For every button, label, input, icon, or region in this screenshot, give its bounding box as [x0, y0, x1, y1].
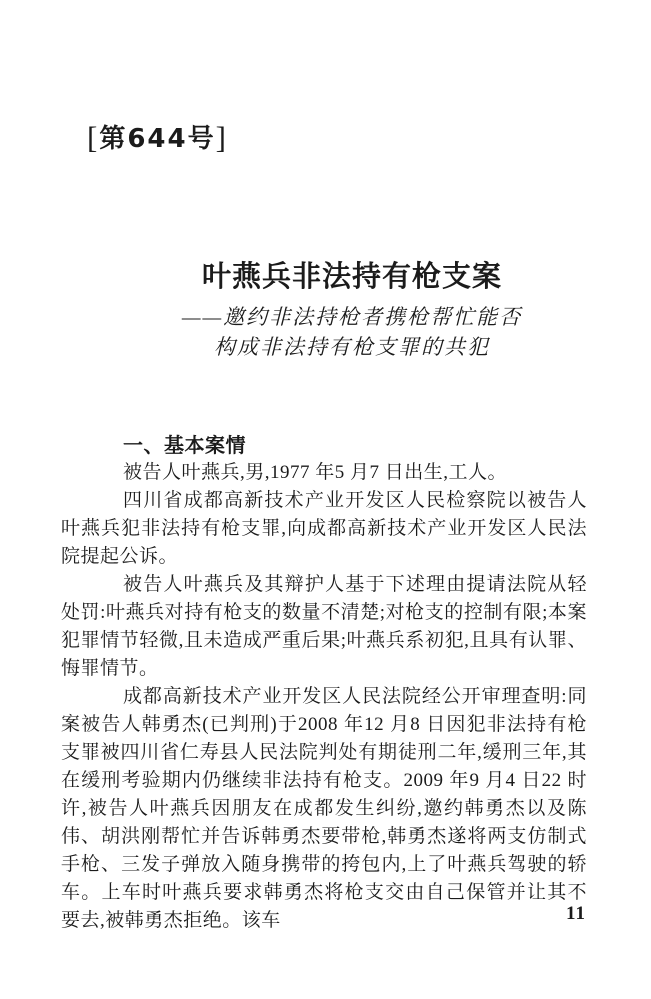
section-heading: 一、基本案情 [123, 433, 246, 457]
case-number-bracket-left: [ [87, 120, 100, 155]
body-paragraph: 成都高新技术产业开发区人民法院经公开审理查明:同案被告人韩勇杰(已判刑)于2008 年12 月8 日因犯非法持有枪支罪被四川省仁寿县人民法院判处有期徒刑二年,缓刑三年,其在缓刑考验期内仍继续非法持有枪支。2009 年9 月4 日22 时许,被告人叶燕兵因朋友在成都发生纠纷,邀约韩勇杰以及陈伟、胡洪刚帮忙并告诉韩勇杰要带枪,韩勇杰遂将两支仿制式手枪、三发子弹放入随身携带的挎包内,上了叶燕兵驾驶的轿车。上车时叶燕兵要求韩勇杰将枪支交由自己保管并让其不要去,被韩勇杰拒绝。该车 [61, 686, 587, 931]
body-paragraph: 被告人叶燕兵及其辩护人基于下述理由提请法院从轻处罚:叶燕兵对持有枪支的数量不清楚;对枪支的控制有限;本案犯罪情节轻微,且未造成严重后果;叶燕兵系初犯,且具有认罪、悔罪情节。 [61, 574, 587, 679]
case-number-bracket-right: ] [215, 120, 228, 155]
title-block [52, 258, 651, 362]
case-title: 叶燕兵非法持有枪支案 [201, 259, 502, 293]
case-number-text: 第644号 [99, 124, 216, 154]
body-text [61, 431, 587, 935]
case-number-label [87, 118, 228, 155]
page-number: 11 [566, 903, 586, 924]
case-subtitle-line-1: ——邀约非法持枪者携枪帮忙能否 [181, 305, 523, 329]
case-subtitle-line-2: 构成非法持有枪支罪的共犯 [214, 335, 490, 359]
body-paragraph: 四川省成都高新技术产业开发区人民检察院以被告人叶燕兵犯非法持有枪支罪,向成都高新技术产业开发区人民法院提起公诉。 [61, 490, 587, 567]
body-paragraph: 被告人叶燕兵,男,1977 年5 月7 日出生,工人。 [123, 462, 508, 483]
